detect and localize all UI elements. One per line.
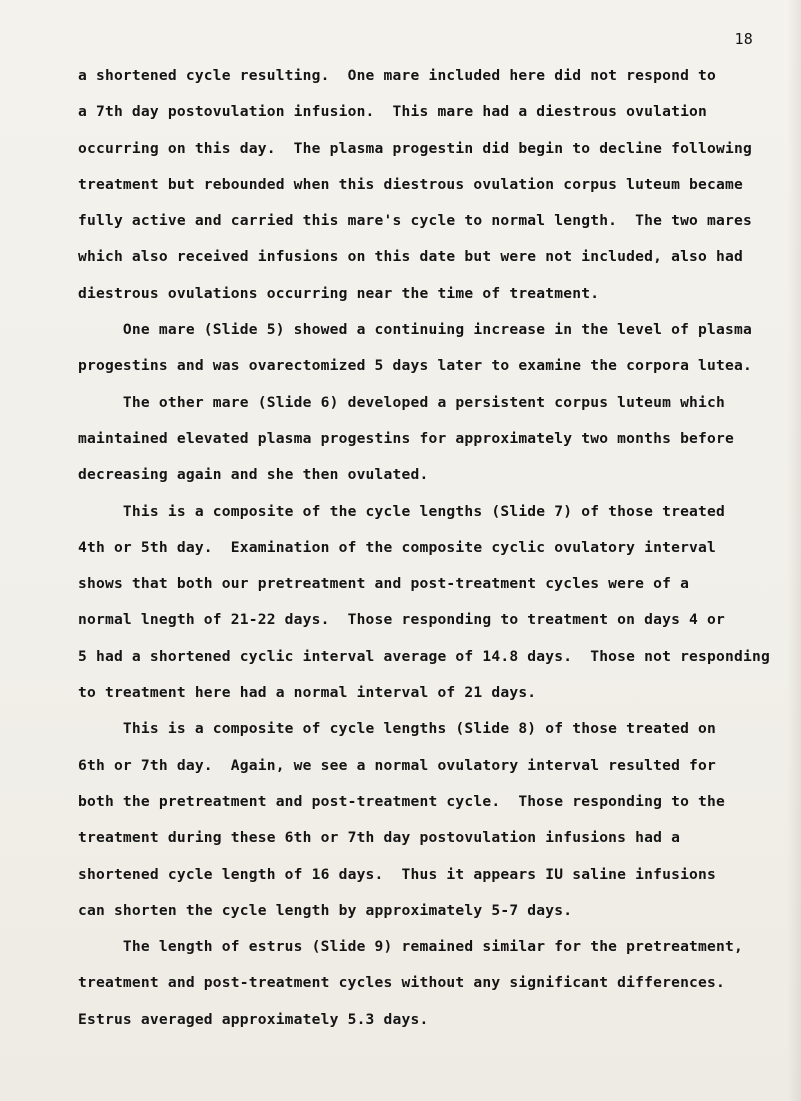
- text-line: 6th or 7th day. Again, we see a normal ovulatory interval resulted for: [78, 756, 717, 774]
- text-line: which also received infusions on this date but were not included, also had: [78, 248, 743, 266]
- text-line: treatment but rebounded when this diestrous ovulation corpus luteum became: [78, 175, 743, 193]
- text-line: both the pretreatment and post-treatment cycle. Those responding to the: [78, 792, 726, 810]
- text-line: a shortened cycle resulting. One mare included here did not respond to: [78, 67, 717, 84]
- text-line: This is a composite of cycle lengths (Slide 8) of those treated on: [78, 720, 717, 738]
- text-line: progestins and was ovarectomized 5 days later to examine the corpora lutea.: [78, 357, 752, 375]
- text-line: Estrus averaged approximately 5.3 days.: [78, 1010, 429, 1028]
- text-line: a 7th day postovulation infusion. This mare had a diestrous ovulation: [78, 103, 708, 121]
- text-line: normal lnegth of 21-22 days. Those responding to treatment on days 4 or: [78, 611, 726, 629]
- text-line: treatment and post-treatment cycles without any significant differences.: [78, 974, 726, 992]
- text-line: decreasing again and she then ovulated.: [78, 466, 429, 484]
- page-edge-shadow: [787, 0, 801, 1101]
- text-line: fully active and carried this mare's cycle to normal length. The two mares: [78, 212, 752, 230]
- text-line: shortened cycle length of 16 days. Thus it appears IU saline infusions: [78, 865, 717, 883]
- text-line: The length of estrus (Slide 9) remained similar for the pretreatment,: [78, 938, 743, 956]
- text-line: maintained elevated plasma progestins for approximately two months before: [78, 429, 734, 447]
- text-line: diestrous ovulations occurring near the time of treatment.: [78, 284, 600, 302]
- text-line: 5 had a shortened cyclic interval average of 14.8 days. Those not responding: [78, 647, 770, 665]
- text-line: One mare (Slide 5) showed a continuing increase in the level of plasma: [78, 321, 752, 339]
- body-text: [78, 58, 778, 1038]
- text-line: occurring on this day. The plasma progestin did begin to decline following: [78, 139, 752, 157]
- page-number: 18: [734, 30, 753, 48]
- text-line: can shorten the cycle length by approximately 5-7 days.: [78, 901, 573, 919]
- text-line: The other mare (Slide 6) developed a persistent corpus luteum which: [78, 393, 726, 411]
- text-line: shows that both our pretreatment and post-treatment cycles were of a: [78, 575, 690, 593]
- text-line: to treatment here had a normal interval of 21 days.: [78, 684, 537, 702]
- text-line: treatment during these 6th or 7th day postovulation infusions had a: [78, 829, 681, 847]
- text-line: 4th or 5th day. Examination of the composite cyclic ovulatory interval: [78, 538, 717, 556]
- text-line: This is a composite of the cycle lengths (Slide 7) of those treated: [78, 502, 726, 520]
